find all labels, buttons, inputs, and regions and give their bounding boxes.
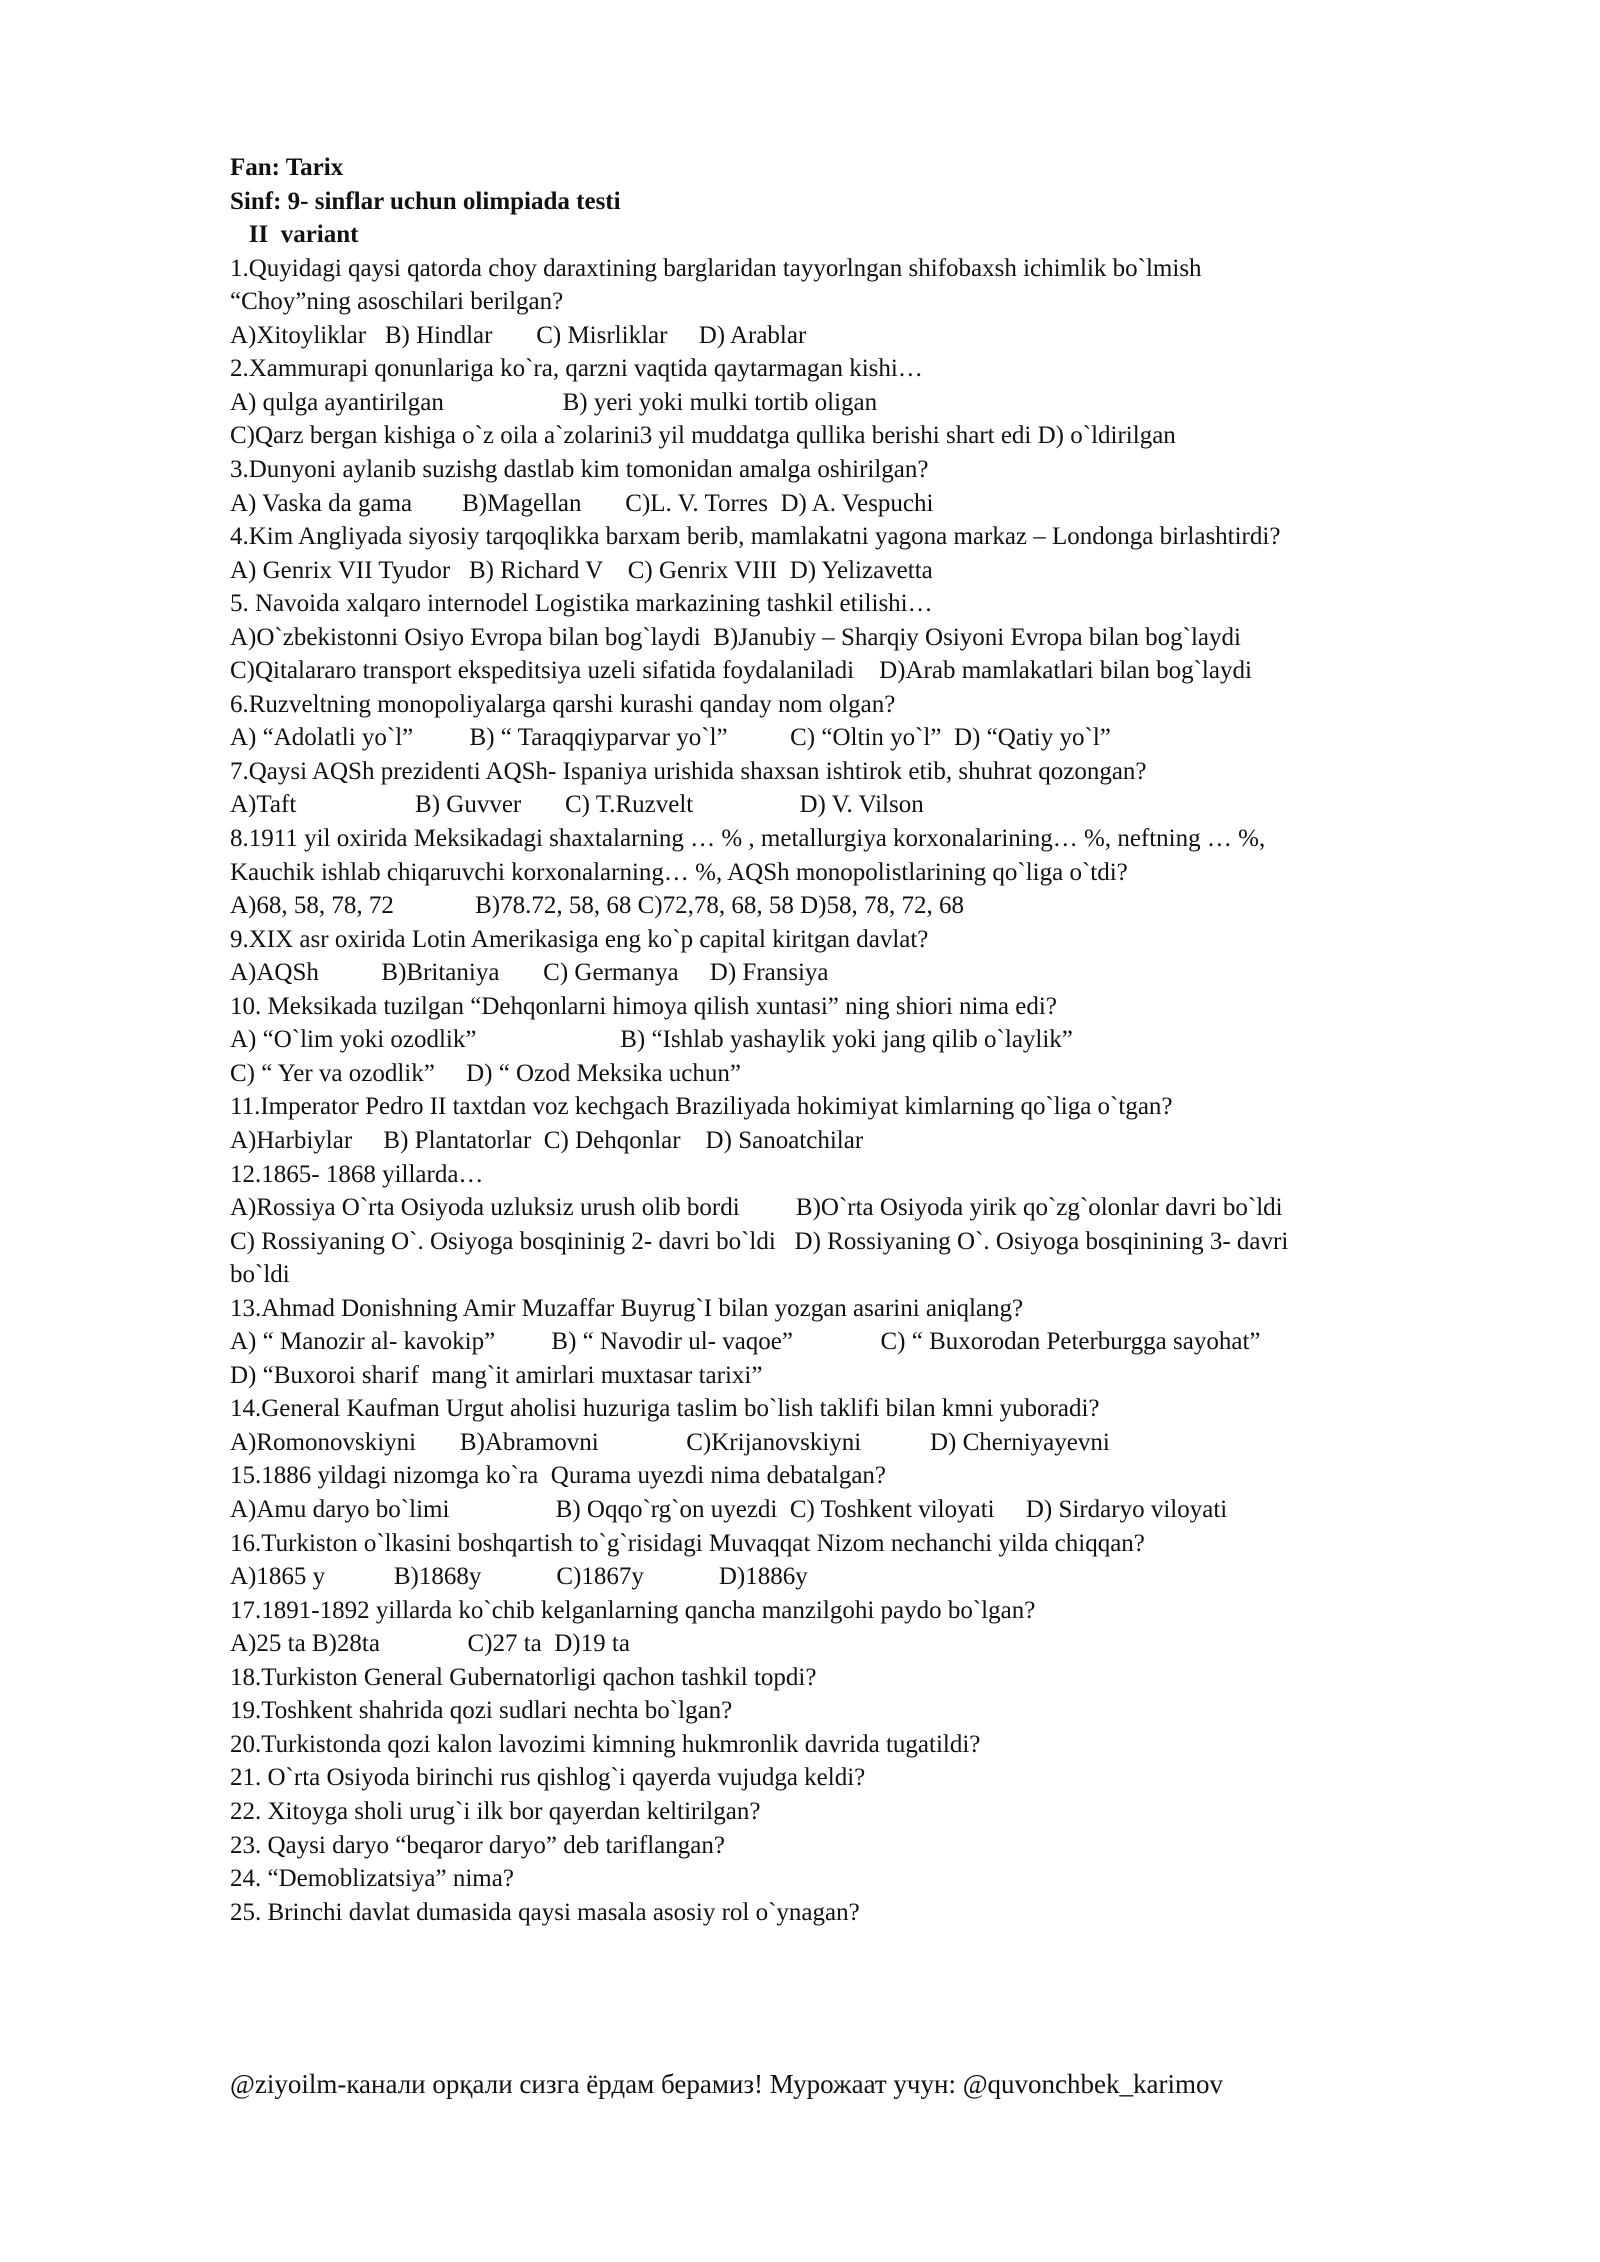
text-line: 10. Meksikada tuzilgan “Dehqonlarni himoya qilish xuntasi” ning shiori nima edi? (230, 992, 1057, 1020)
text-line: 21. O`rta Osiyoda birinchi rus qishlog`i qayerda vujudga keldi? (230, 1764, 866, 1792)
text-line: A)68, 58, 78, 72 B)78.72, 58, 68 C)72,78, 68, 58 D)58, 78, 72, 68 (230, 892, 965, 920)
text-line: C)Qarz bergan kishiga o`z oila a`zolarini3 yil muddatga qullika berishi shart edi D) o`ldirilgan (230, 422, 1176, 450)
text-line: 8.1911 yil oxirida Meksikadagi shaxtalarning … % , metallurgiya korxonalarining… %, neftning … %, (230, 825, 1266, 852)
text-line: “Choy”ning asoschilari berilgan? (230, 288, 564, 316)
text-line: A)Taft B) Guvver C) T.Ruzvelt D) V. Vilson (230, 791, 924, 819)
text-line: 17.1891-1892 yillarda ko`chib kelganlarning qancha manzilgohi paydo bo`lgan? (230, 1596, 1036, 1624)
text-line: bo`ldi (230, 1261, 290, 1289)
text-line: 12.1865- 1868 yillarda… (230, 1160, 484, 1188)
text-line: 14.General Kaufman Urgut aholisi huzuriga taslim bo`lish taklifi bilan kmni yuboradi? (230, 1395, 1100, 1423)
text-line: 25. Brinchi davlat dumasida qaysi masala asosiy rol o`ynagan? (230, 1898, 860, 1926)
text-line: 5. Navoida xalqaro internodel Logistika markazining tashkil etilishi… (230, 590, 933, 618)
text-line: A)Harbiylar B) Plantatorlar C) Dehqonlar D) Sanoatchilar (230, 1126, 864, 1154)
class-heading: Sinf: 9- sinflar uchun olimpiada testi (230, 187, 621, 215)
text-line: A)AQSh B)Britaniya C) Germanya D) Fransiya (230, 959, 829, 987)
text-line: Kauchik ishlab chiqaruvchi korxonalarning… %, AQSh monopolistlarining qo`liga o`tdi? (230, 858, 1128, 886)
text-line: A) “O`lim yoki ozodlik” B) “Ishlab yashaylik yoki jang qilib o`laylik” (230, 1026, 1073, 1054)
subject-heading: Fan: Tarix (230, 154, 344, 181)
text-line: 7.Qaysi AQSh prezidenti AQSh- Ispaniya urishida shaxsan ishtirok etib, shuhrat qozongan? (230, 757, 1147, 785)
text-line: A)Xitoyliklar B) Hindlar C) Misrliklar D) Arablar (230, 321, 807, 349)
text-line: 6.Ruzveltning monopoliyalarga qarshi kurashi qanday nom olgan? (230, 690, 896, 718)
text-line: A) “ Manozir al- kavokip” B) “ Navodir ul- vaqoe” C) “ Buxorodan Peterburgga sayohat” (230, 1328, 1261, 1356)
text-line: A)25 ta B)28ta C)27 ta D)19 ta (230, 1630, 630, 1658)
text-line: A) Genrix VII Tyudor B) Richard V C) Genrix VIII D) Yelizavetta (230, 556, 933, 584)
text-line: C)Qitalararo transport ekspeditsiya uzeli sifatida foydalaniladi D)Arab mamlakatlari bilan bog`laydi (230, 657, 1252, 685)
text-line: A)1865 y B)1868y C)1867y D)1886y (230, 1563, 808, 1591)
text-line: 22. Xitoyga sholi urug`i ilk bor qayerdan keltirilgan? (230, 1797, 761, 1825)
text-line: 13.Ahmad Donishning Amir Muzaffar Buyrug`I bilan yozgan asarini aniqlang? (230, 1294, 1024, 1322)
text-line: 20.Turkistonda qozi kalon lavozimi kimning hukmronlik davrida tugatildi? (230, 1730, 981, 1758)
text-line: 11.Imperator Pedro II taxtdan voz kechgach Braziliyada hokimiyat kimlarning qo`liga o`tgan? (230, 1093, 1173, 1121)
text-line: A)Rossiya O`rta Osiyoda uzluksiz urush olib bordi B)O`rta Osiyoda yirik qo`zg`olonlar davri bo`ldi (230, 1194, 1283, 1222)
text-line: C) “ Yer va ozodlik” D) “ Ozod Meksika uchun” (230, 1059, 741, 1087)
text-line: A) “Adolatli yo`l” B) “ Taraqqiyparvar yo`l” C) “Oltin yo`l” D) “Qatiy yo`l” (230, 724, 1111, 752)
text-line: 4.Kim Angliyada siyosiy tarqoqlikka barxam berib, mamlakatni yagona markaz – Londonga birlashtirdi? (230, 523, 1281, 551)
text-line: 15.1886 yildagi nizomga ko`ra Qurama uyezdi nima debatalgan? (230, 1462, 887, 1490)
text-line: A) qulga ayantirilgan B) yeri yoki mulki tortib oligan (230, 388, 878, 416)
text-line: 16.Turkiston o`lkasini boshqartish to`g`risidagi Muvaqqat Nizom nechanchi yilda chiqqan? (230, 1529, 1145, 1557)
footer-text: @ziyoilm-канали орқали сизга ёрдам берамиз! Мурожаат учун: @quvonchbek_karimov (230, 2069, 1224, 2099)
text-line: A)O`zbekistonni Osiyo Evropa bilan bog`laydi B)Janubiy – Sharqiy Osiyoni Evropa bilan bog`laydi (230, 623, 1241, 651)
text-line: 9.XIX asr oxirida Lotin Amerikasiga eng ko`p capital kiritgan davlat? (230, 925, 929, 953)
text-line: 24. “Demoblizatsiya” nima? (230, 1865, 514, 1893)
variant-heading: II variant (230, 221, 359, 249)
text-line: 1.Quyidagi qaysi qatorda choy daraxtining barglaridan tayyorlngan shifobaxsh ichimlik bo`lmish (230, 254, 1202, 282)
text-line: A)Amu daryo bo`limi B) Oqqo`rg`on uyezdi C) Toshkent viloyati D) Sirdaryo viloyati (230, 1496, 1228, 1523)
text-line: C) Rossiyaning O`. Osiyoga bosqininig 2- davri bo`ldi D) Rossiyaning O`. Osiyoga bosqinining 3- davri (230, 1227, 1289, 1255)
text-line: 18.Turkiston General Gubernatorligi qachon tashkil topdi? (230, 1663, 817, 1691)
text-line: 19.Toshkent shahrida qozi sudlari nechta bo`lgan? (230, 1697, 733, 1725)
text-line: A)Romonovskiyni B)Abramovni C)Krijanovskiyni D) Cherniyayevni (230, 1428, 1110, 1456)
text-line: 3.Dunyoni aylanib suzishg dastlab kim tomonidan amalga oshirilgan? (230, 455, 929, 483)
text-line: 2.Xammurapi qonunlariga ko`ra, qarzni vaqtida qaytarmagan kishi… (230, 355, 923, 383)
text-line: 23. Qaysi daryo “beqaror daryo” deb tariflangan? (230, 1831, 725, 1859)
text-line: D) “Buxoroi sharif mang`it amirlari muxtasar tarixi” (230, 1361, 763, 1389)
text-line: A) Vaska da gama B)Magellan C)L. V. Torres D) A. Vespuchi (230, 489, 934, 517)
